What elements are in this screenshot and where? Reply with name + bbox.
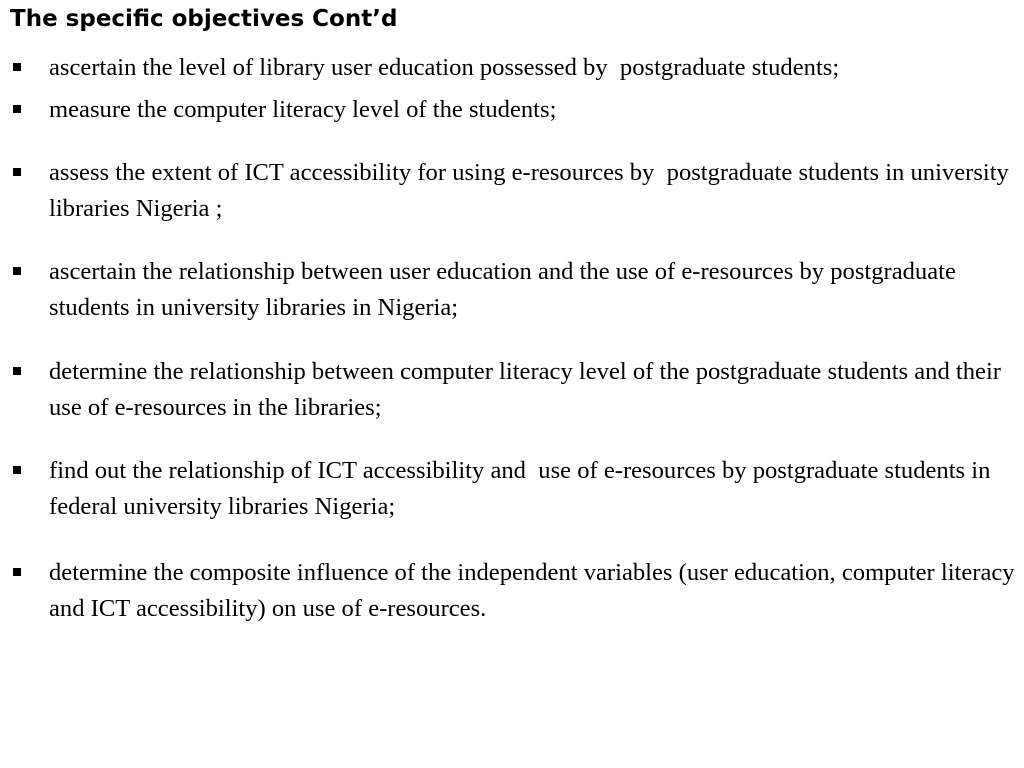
bullet-text: assess the extent of ICT accessibility for using e-resources by postgraduate students in university libraries Nigeria ; (49, 159, 1016, 222)
square-bullet-icon (13, 568, 21, 576)
square-bullet-icon (13, 168, 21, 176)
bullet-text: measure the computer literacy level of the students; (49, 96, 557, 123)
bullet-text: ascertain the level of library user education possessed by postgraduate students; (49, 54, 840, 81)
slide-title: The specific objectives Cont’d (10, 6, 398, 32)
square-bullet-icon (13, 105, 21, 113)
bullet-text: determine the relationship between computer literacy level of the postgraduate students and their use of e-resources in the libraries; (49, 358, 1008, 421)
square-bullet-icon (13, 466, 21, 474)
bullet-text: find out the relationship of ICT accessibility and use of e-resources by postgraduate students in federal university libraries Nigeria; (49, 457, 997, 520)
square-bullet-icon (13, 267, 21, 275)
square-bullet-icon (13, 367, 21, 375)
bullet-text: determine the composite influence of the independent variables (user education, computer literacy and ICT accessibility) on use of e-resources. (49, 559, 1021, 622)
square-bullet-icon (13, 63, 21, 71)
bullet-text: ascertain the relationship between user education and the use of e-resources by postgraduate students in university libraries in Nigeria; (49, 258, 963, 321)
